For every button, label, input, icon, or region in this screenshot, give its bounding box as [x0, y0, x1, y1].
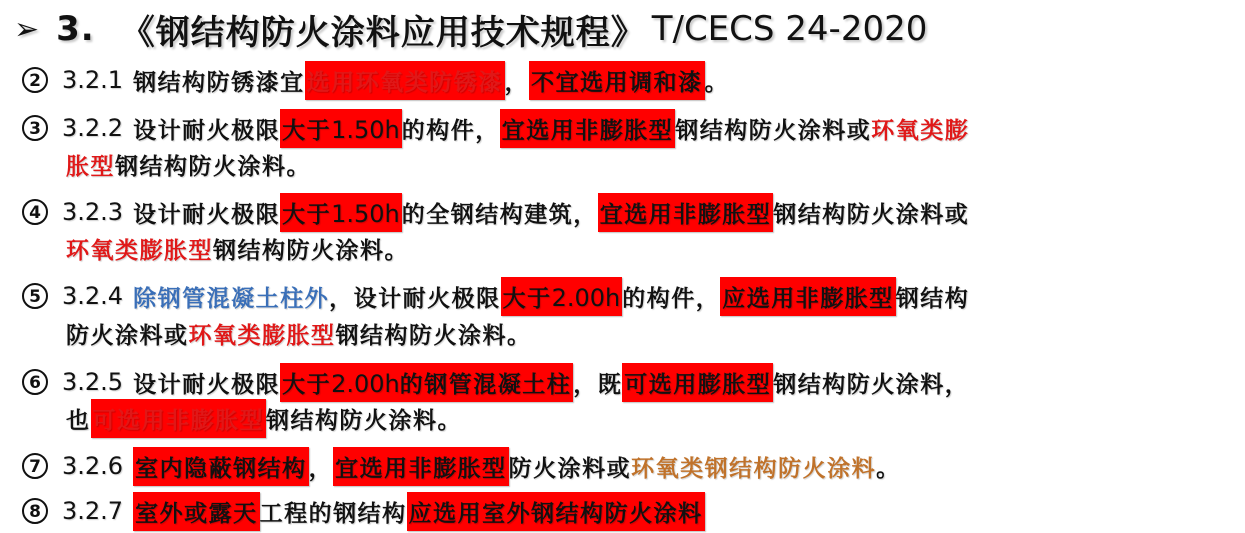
clause-3-2-7 [22, 489, 705, 533]
clause-number: 3.2.3 [62, 198, 124, 226]
clause-3-2-3-continued [66, 226, 409, 270]
clause-number: 3.2.1 [62, 66, 124, 94]
clause-text: 。 [704, 69, 730, 96]
circled-number-marker: 2 [22, 67, 48, 93]
highlight-text: 不宜选用调和漆 [529, 61, 705, 100]
highlight-text: 应选用非膨胀型 [720, 277, 896, 316]
highlight-text: 大于2.00h的钢管混凝土柱 [280, 363, 573, 402]
highlight-text: 宜选用非膨胀型 [598, 193, 774, 232]
clause-text: ， [308, 455, 334, 482]
clause-3-2-6 [22, 444, 901, 488]
clause-text: 钢结构防火涂料。 [213, 237, 409, 264]
page-title [14, 4, 927, 54]
highlight-text: 宜选用非膨胀型 [333, 447, 509, 486]
arrow-bullet-icon: ➢ [14, 11, 41, 47]
clause-number: 3.2.7 [62, 497, 124, 525]
circled-number-marker: 8 [22, 498, 48, 524]
highlight-text: 大于2.00h [501, 277, 623, 316]
circled-number-marker: 6 [22, 369, 48, 395]
highlight-text: 室外或露天 [133, 492, 260, 531]
red-text: 环氧类膨胀型 [188, 322, 336, 349]
clause-text: 的构件， [401, 117, 500, 144]
clause-text: 钢结构 [895, 285, 970, 312]
clause-text: 工程的钢结构 [259, 500, 407, 527]
circled-number-marker: 3 [22, 115, 48, 141]
circled-number-marker: 5 [22, 283, 48, 309]
highlight-text: 大于1.50h [280, 109, 402, 148]
clause-text: 钢结构防火涂料或 [675, 117, 872, 144]
clause-text: 也 [66, 407, 91, 434]
highlight-red-text: 可选用非膨胀型 [91, 399, 267, 438]
clause-text: 钢结构防火涂料， [773, 371, 970, 398]
clause-3-2-4-continued [66, 311, 532, 355]
blue-text: 除钢管混凝土柱外 [133, 285, 330, 312]
clause-text: 防火涂料或 [508, 455, 632, 482]
clause-text: 设计耐火极限 [133, 117, 281, 144]
clause-text: 。 [876, 455, 901, 482]
clause-text: 钢结构防锈漆宜 [133, 69, 305, 96]
highlight-red-text: 选用环氧类防锈漆 [305, 61, 505, 100]
circled-number-marker: 7 [22, 453, 48, 479]
clause-3-2-1 [22, 58, 729, 102]
clause-number: 3.2.2 [62, 114, 124, 142]
orange-text: 环氧类钢结构防火涂料 [631, 455, 877, 482]
red-text: 环氧类膨 [871, 117, 970, 144]
clause-text: 防火涂料或 [66, 322, 189, 349]
title-number: 3. [56, 9, 95, 49]
clause-text: ， [504, 69, 530, 96]
clause-text: 钢结构防火涂料。 [115, 153, 311, 180]
highlight-text: 室内隐蔽钢结构 [133, 447, 309, 486]
clause-text: 的全钢结构建筑， [401, 201, 598, 228]
clause-number: 3.2.4 [62, 282, 124, 310]
clause-text: 钢结构防火涂料。 [266, 407, 462, 434]
clause-3-2-5-continued [66, 396, 462, 440]
clause-3-2-2-continued [66, 142, 311, 186]
highlight-text: 应选用室外钢结构防火涂料 [407, 492, 705, 531]
clause-text: ，设计耐火极限 [329, 285, 501, 312]
clause-text: 钢结构防火涂料。 [335, 322, 532, 349]
clause-text: 设计耐火极限 [133, 371, 281, 398]
clause-number: 3.2.6 [62, 452, 124, 480]
clause-number: 3.2.5 [62, 368, 124, 396]
highlight-text: 宜选用非膨胀型 [500, 109, 676, 148]
clause-text: 钢结构防火涂料或 [773, 201, 970, 228]
clause-text: ，既 [573, 371, 623, 398]
title-name: 《钢结构防火涂料应用技术规程》 [120, 12, 646, 53]
highlight-text: 可选用膨胀型 [622, 363, 773, 402]
title-code: T/CECS 24-2020 [651, 9, 928, 49]
red-text: 环氧类膨胀型 [66, 237, 213, 264]
clause-text: 的构件， [622, 285, 721, 312]
highlight-text: 大于1.50h [280, 193, 402, 232]
red-text: 胀型 [66, 153, 115, 180]
circled-number-marker: 4 [22, 199, 48, 225]
clause-text: 设计耐火极限 [133, 201, 281, 228]
